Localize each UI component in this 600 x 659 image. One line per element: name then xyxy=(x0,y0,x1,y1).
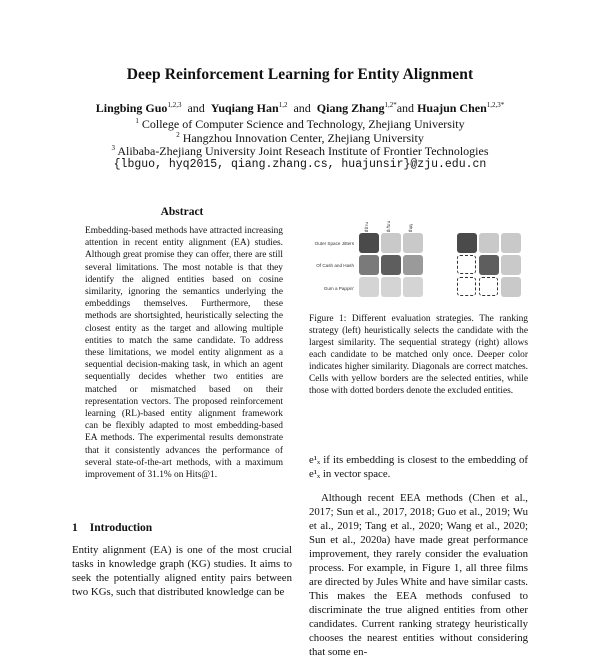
similarity-cell xyxy=(457,277,476,296)
section-title: Introduction xyxy=(89,522,153,534)
affiliation-text: Hangzhou Innovation Center, Zhejiang University xyxy=(182,131,424,145)
row-label: Of Cash and Hash xyxy=(316,263,354,268)
similarity-cell xyxy=(403,233,423,253)
abstract-text: Embedding-based methods have attracted increasing attention in recent entity alignment (EA) studies. Although great promise they can offer, there are still several limitations. The most notable is that they identify the aligned entities based on cosine similarity, ignoring the semantics underlying the embeddings themselves. Furthermore, these methods are shortsighted, heuristically selecting the closest entity as the target and allowing multiple entities to match the same candidate. To address these limitations, we model entity alignment as a sequential decision-making task, in which an agent sequentially decides whether two entities are matched or mismatched based on their representation vectors. The proposed reinforcement learning (RL)-based entity alignment framework can be flexibly adapted to most embedding-based EA methods. The experimental results demonstrate that it consistently advances the performance of several state-of-the-art methods, with a maximum improvement of 31.1% on Hits@1. xyxy=(85,226,283,481)
col-label: ผีบ้าน xyxy=(364,222,369,232)
abstract-heading: Abstract xyxy=(160,206,204,218)
author-name: Lingbing Guo xyxy=(95,101,168,115)
similarity-cell xyxy=(501,277,521,297)
row-label: Gum a Pappin' xyxy=(323,286,354,291)
affiliation-sup: 3 xyxy=(111,144,115,152)
col-label: ผีบุญ xyxy=(408,223,413,232)
figure-1 xyxy=(300,195,530,305)
and-word: and xyxy=(187,101,205,115)
author-line xyxy=(0,101,600,116)
and-word: and xyxy=(396,101,415,115)
similarity-cell xyxy=(381,277,401,297)
author-sup: 1,2* xyxy=(384,101,397,109)
affiliation xyxy=(0,144,600,159)
similarity-cell xyxy=(381,233,401,253)
author-emails: {lbguo, hyq2015, qiang.zhang.cs, huajunsir}@zju.edu.cn xyxy=(113,158,487,171)
figure-caption: Figure 1: Different evaluation strategies. The ranking strategy (left) heuristically selects the candidate with the largest similarity. The sequential strategy (right) allows each candidate to be matched only once. Deeper color indicates higher similarity. Diagonals are correct matches. Cells with yellow borders are the selected entities, while those with dotted borders denote the excluded entities. xyxy=(309,314,528,396)
affiliation xyxy=(0,117,600,132)
section-number: 1 xyxy=(72,522,78,534)
and-word: and xyxy=(293,101,311,115)
author-sup: 1,2,3* xyxy=(486,101,505,109)
paragraph: Although recent EEA methods (Chen et al., 2017; Sun et al., 2017, 2018; Guo et al., 2019; Wu et al., 2019; Tang et al., 2020; Wang et al., 2020; Sun et al., 2020a) have made great performance improvement, they rarely consider the evaluation process. For example, in Figure 1, all three films are directed by Jules White and have similar casts. This makes the EEA methods confused to discriminate the true aligned entities from other candidates. Current ranking strategy heuristically chooses the nearest entities without considering that some en- xyxy=(309,492,528,658)
author-sup: 1,2,3 xyxy=(167,101,182,109)
affiliation-text: College of Computer Science and Technology, Zhejiang University xyxy=(141,117,465,131)
similarity-cell xyxy=(457,255,476,274)
abstract-body xyxy=(85,225,283,481)
paragraph: e¹ₓ if its embedding is closest to the embedding of e¹ₓ in vector space. xyxy=(309,454,528,480)
author-name: Qiang Zhang xyxy=(316,101,385,115)
paper-title: Deep Reinforcement Learning for Entity Alignment xyxy=(126,66,474,83)
similarity-cell xyxy=(403,277,423,297)
similarity-cell xyxy=(501,233,521,253)
affiliation-text: Alibaba-Zhejiang University Joint Reseach Institute of Frontier Technologies xyxy=(117,144,489,158)
section-heading xyxy=(72,522,164,534)
similarity-cell xyxy=(359,255,379,275)
similarity-cell xyxy=(457,233,477,253)
similarity-cell xyxy=(381,255,401,275)
affiliation-sup: 2 xyxy=(176,131,180,139)
similarity-cell xyxy=(479,233,499,253)
similarity-cell xyxy=(403,255,423,275)
similarity-cell xyxy=(479,255,499,275)
right-column-text xyxy=(309,453,528,659)
author-sup: 1,2 xyxy=(278,101,288,109)
similarity-cell xyxy=(359,233,379,253)
similarity-cell xyxy=(501,255,521,275)
intro-body xyxy=(72,543,292,599)
intro-text: Entity alignment (EA) is one of the most crucial tasks in knowledge graph (KG) studies. It aims to seek the potentially aligned entity pairs between two KGs, such that distributed knowledge can be xyxy=(72,544,292,598)
affiliation-sup: 1 xyxy=(135,117,139,125)
author-name: Huajun Chen xyxy=(417,101,487,115)
row-label: Outer Space Jitters xyxy=(314,241,354,246)
similarity-cell xyxy=(359,277,379,297)
author-name: Yuqiang Han xyxy=(210,101,279,115)
similarity-cell xyxy=(479,277,498,296)
col-label: ผีเรือน xyxy=(386,221,391,232)
